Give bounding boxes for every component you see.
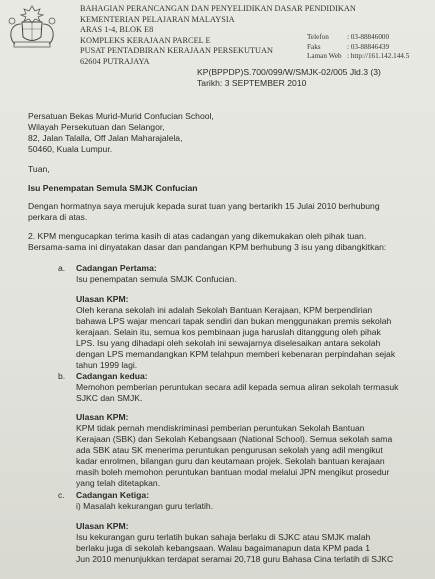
subject-heading: Isu Penempatan Semula SMJK Confucian (28, 183, 198, 193)
section-b-ulasan (76, 423, 392, 489)
contact-block (307, 33, 409, 62)
ulasan-line: Oleh kerana sekolah ini adalah Sekolah Bantuan Kerajaan, KPM berpendirian (76, 305, 373, 315)
ulasan-line: Isu kekurangan guru terlatih bukan sahaja berlaku di SJKC atau SMJK malah (76, 532, 371, 542)
section-b-ulasan-label: Ulasan KPM: (76, 412, 129, 422)
ulasan-line: Kerajaan (SBK) dan Sekolah Kebangsaan (National School). Semua sekolah sama (76, 434, 393, 444)
section-c-title: Cadangan Ketiga: (76, 490, 150, 500)
contact-phone (307, 33, 409, 43)
contact-value: : 03-88846439 (347, 42, 390, 51)
recipient-address (28, 111, 214, 155)
letter-date: Tarikh: 3 SEPTEMBER 2010 (197, 78, 307, 88)
description-line: Memohon pemberian peruntukan secara adil kepada semua aliran sekolah termasuk (76, 382, 399, 392)
section-b-marker: b. (58, 371, 66, 381)
contact-label: Telefon (307, 33, 329, 41)
section-a-description: Isu penempatan semula SMJK Confucian. (76, 274, 237, 284)
contact-label: Laman Web (307, 52, 342, 61)
section-c-ulasan-label: Ulasan KPM: (76, 521, 129, 531)
section-c-description: i) Masalah kekurangan guru terlatih. (76, 501, 214, 511)
ulasan-line: Jun 2010 menunjukkan terdapat seramai 20,718 guru Bahasa Cina terlatih di SJKC (76, 554, 394, 564)
contact-fax (307, 43, 409, 53)
ulasan-line: berlaku juga di sekolah kebangsaan. Walau bagaimanapun data KPM pada 1 (76, 543, 370, 553)
ulasan-line: kerajaan. Selain itu, semua kos pembinaan juga haruslah ditanggung oleh pihak (76, 327, 381, 337)
section-b-title: Cadangan kedua: (76, 371, 148, 381)
malaysia-coat-of-arms-icon (2, 2, 62, 48)
ulasan-line: tahun 1999 lagi. (76, 360, 138, 370)
recipient-line: 82, Jalan Talalla, Off Jalan Maharajalela, (28, 133, 183, 143)
reference-block (197, 67, 381, 89)
section-a-ulasan-label: Ulasan KPM: (76, 294, 129, 304)
contact-value: : http://161.142.144.5 (347, 52, 410, 61)
contact-label: Faks (307, 42, 321, 51)
agency-line: PUSAT PENTADBIRAN KERAJAAN PERSEKUTUAN (80, 46, 274, 56)
section-c-ulasan (76, 532, 393, 565)
paragraph-line: perkara di atas. (28, 212, 88, 222)
reference-number: KP(BPPDP)S.700/099/W/SMJK-02/005 Jld.3 (3) (197, 67, 381, 77)
ulasan-line: bahawa LPS wajar mencari tapak sendiri dan bukan menggunakan premis sekolah (76, 316, 392, 326)
agency-line: KOMPLEKS KERAJAAN PARCEL E (80, 35, 211, 45)
recipient-line: 50460, Kuala Lumpur. (28, 144, 113, 154)
agency-line: BAHAGIAN PERANCANGAN DAN PENYELIDIKAN DASAR PENDIDIKAN (80, 4, 356, 13)
paragraph-line: 2. KPM mengucapkan terima kasih di atas cadangan yang dikemukakan oleh pihak tuan. (28, 231, 367, 241)
contact-website (307, 52, 409, 62)
paragraph-line: Dengan hormatnya saya merujuk kepada surat tuan yang bertarikh 15 Julai 2010 berhubung (28, 201, 380, 211)
section-a-marker: a. (58, 263, 66, 273)
section-b-description (76, 382, 398, 404)
contact-value: : 03-88846000 (347, 33, 390, 41)
ulasan-line: KPM tidak pernah mendiskriminasi pemberian peruntukan Sekolah Bantuan (76, 423, 365, 433)
ulasan-line: LPS. Isu yang dihadapi oleh sekolah ini sewajarnya diselesaikan antara sekolah (76, 338, 381, 348)
salutation: Tuan, (28, 164, 50, 174)
ulasan-line: dengan LPS memandangkan KPM telahpun memberi kebenaran perpindahan sejak (76, 349, 396, 359)
agency-line: ARAS 1-4, BLOK E8 (80, 25, 154, 35)
section-a-ulasan (76, 305, 395, 371)
section-c-marker: c. (58, 490, 65, 500)
recipient-line: Wilayah Persekutuan dan Selangor, (28, 122, 165, 132)
section-a-title: Cadangan Pertama: (76, 263, 157, 273)
ulasan-line: kadar enrolmen, bilangan guru dan keutamaan projek. Sekolah bantuan kerajaan (76, 456, 385, 466)
paragraph-1 (28, 201, 380, 223)
paragraph-line: Bersama-sama ini dinyatakan dasar dan pandangan KPM berhubung 3 isu yang dibangkitkan: (28, 242, 387, 252)
agency-line: KEMENTERIAN PELAJARAN MALAYSIA (80, 14, 235, 24)
description-line: SJKC dan SMJK. (76, 393, 143, 403)
ulasan-line: masih boleh memohon peruntukan bantuan modal melalui JPN mengikut prosedur (76, 467, 390, 477)
recipient-line: Persatuan Bekas Murid-Murid Confucian School, (28, 111, 214, 121)
paragraph-2 (28, 231, 386, 253)
ulasan-line: ada SBK atau SK menerima peruntukan pengurusan sekolah yang adil mengikut (76, 445, 383, 455)
agency-line: 62604 PUTRAJAYA (80, 56, 150, 66)
ulasan-line: yang telah ditetapkan. (76, 478, 161, 488)
